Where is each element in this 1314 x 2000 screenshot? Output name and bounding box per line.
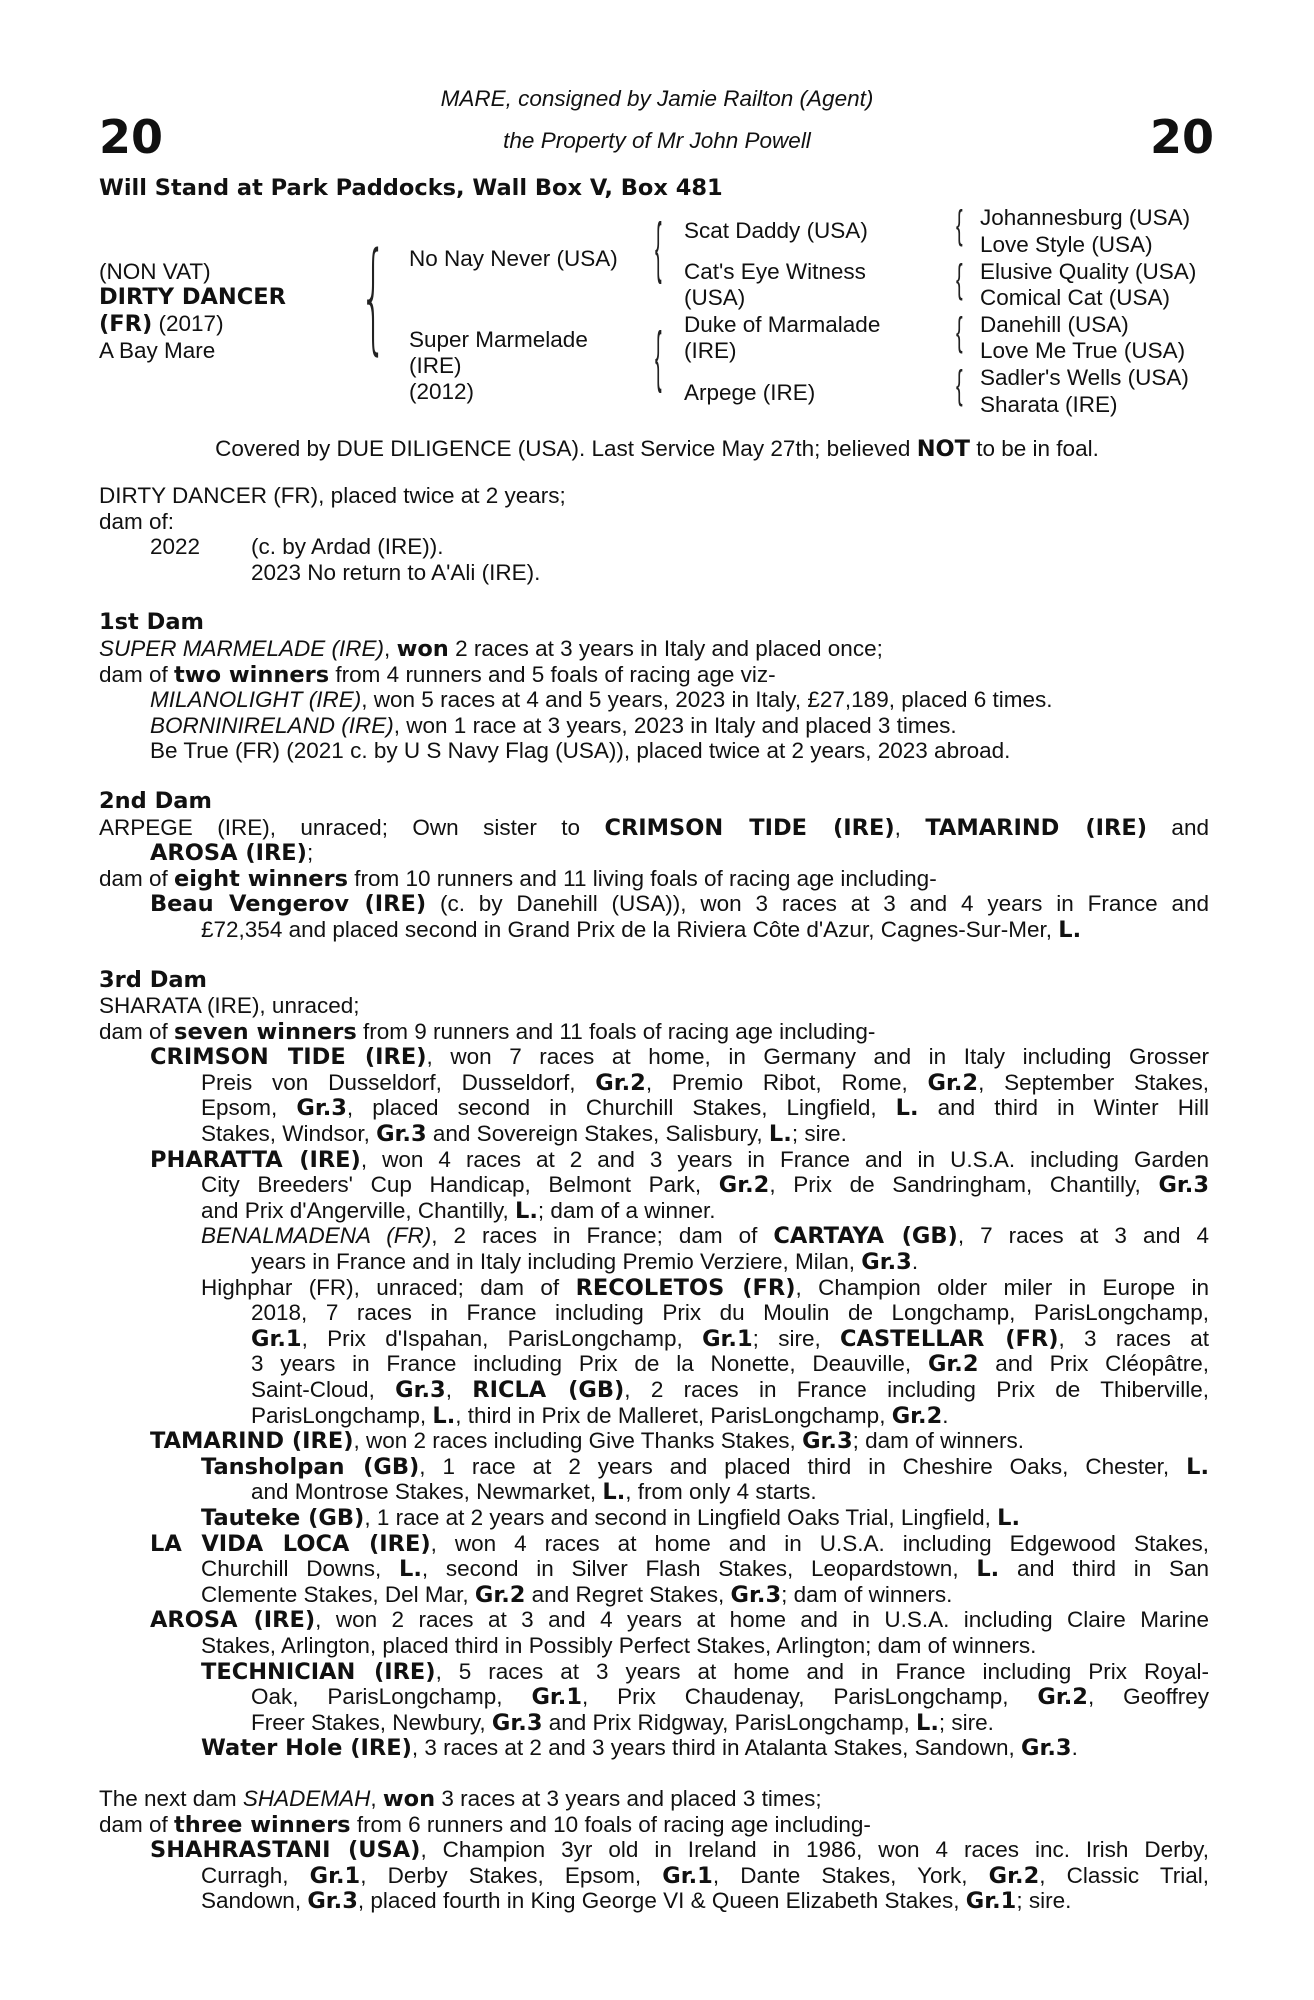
crimson-line4: Stakes, Windsor, Gr.3 and Sovereign Stakes, Salisbury, L.; sire. bbox=[201, 1121, 847, 1148]
pedigree-gs3-l2: (IRE) bbox=[684, 338, 737, 363]
pedigree-ggs1: Johannesburg (USA) bbox=[980, 205, 1191, 230]
pedigree-ggs5: Danehill (USA) bbox=[980, 312, 1129, 337]
shahrastani-line1: SHAHRASTANI (USA), Champion 3yr old in Ireland in 1986, won 4 races inc. Irish Derby, bbox=[150, 1837, 1209, 1864]
brace-ggs3: { bbox=[956, 310, 963, 354]
produce-line2: dam of: bbox=[99, 508, 175, 534]
technician-line1: TECHNICIAN (IRE), 5 races at 3 years at home and in France including Prix Royal- bbox=[201, 1658, 1209, 1685]
brace-sire: { bbox=[655, 210, 662, 286]
second-dam-line1: ARPEGE (IRE), unraced; Own sister to CRIMSON TIDE (IRE), TAMARIND (IRE) and bbox=[99, 814, 1209, 841]
consignor-line: MARE, consigned by Jamie Railton (Agent) bbox=[440, 86, 874, 111]
horse-description: A Bay Mare bbox=[99, 338, 216, 363]
tansholpan-line1: Tansholpan (GB), 1 race at 2 years and placed third in Cheshire Oaks, Chester, L. bbox=[201, 1453, 1209, 1480]
second-dam-line2: AROSA (IRE); bbox=[150, 840, 314, 867]
benalmadena-line1: BENALMADENA (FR), 2 races in France; dam of CARTAYA (GB), 7 races at 3 and 4 bbox=[201, 1223, 1210, 1250]
brace-gen1: { bbox=[360, 228, 387, 367]
lot-number-left: 20 bbox=[99, 110, 164, 164]
horse-name: DIRTY DANCER bbox=[99, 284, 286, 310]
highphar-line2: 2018, 7 races in France including Prix du Moulin de Longchamp, ParisLongchamp, bbox=[251, 1300, 1209, 1326]
crimson-line1: CRIMSON TIDE (IRE), won 7 races at home, in Germany and in Italy including Grosser bbox=[150, 1044, 1210, 1071]
crimson-line2: Preis von Dusseldorf, Dusseldorf, Gr.2, Premio Ribot, Rome, Gr.2, September Stakes, bbox=[201, 1069, 1210, 1096]
heading-1st-dam: 1st Dam bbox=[99, 609, 204, 636]
pedigree-gs2-l1: Cat's Eye Witness bbox=[684, 259, 866, 284]
stand-line: Will Stand at Park Paddocks, Wall Box V, Box 481 bbox=[99, 175, 723, 201]
technician-line3: Freer Stakes, Newbury, Gr.3 and Prix Ridgway, ParisLongchamp, L.; sire. bbox=[251, 1709, 994, 1736]
lavida-line3: Clemente Stakes, Del Mar, Gr.2 and Regret Stakes, Gr.3; dam of winners. bbox=[201, 1581, 953, 1608]
covered-line: Covered by DUE DILIGENCE (USA). Last Service May 27th; believed NOT to be in foal. bbox=[215, 436, 1099, 462]
lavida-line1: LA VIDA LOCA (IRE), won 4 races at home and in U.S.A. including Edgewood Stakes, bbox=[150, 1530, 1209, 1557]
pharatta-line2: City Breeders' Cup Handicap, Belmont Park, Gr.2, Prix de Sandringham, Chantilly, Gr.3 bbox=[201, 1172, 1209, 1199]
produce-entry2: 2023 No return to A'Ali (IRE). bbox=[251, 559, 541, 585]
pedigree-gs4: Arpege (IRE) bbox=[684, 380, 816, 405]
property-line: the Property of Mr John Powell bbox=[503, 128, 811, 153]
heading-2nd-dam: 2nd Dam bbox=[99, 787, 212, 814]
crimson-line3: Epsom, Gr.3, placed second in Churchill Stakes, Lingfield, L. and third in Winter Hill bbox=[201, 1095, 1209, 1122]
highphar-line1: Highphar (FR), unraced; dam of RECOLETOS (FR), Champion older miler in Europe in bbox=[201, 1274, 1209, 1301]
first-dam-line2: dam of two winners from 4 runners and 5 foals of racing age viz- bbox=[99, 661, 776, 688]
third-dam-line1: SHARATA (IRE), unraced; bbox=[99, 993, 360, 1019]
highphar-line4: 3 years in France including Prix de la Nonette, Deauville, Gr.2 and Prix Cléopâtre, bbox=[251, 1351, 1209, 1378]
next-dam-line1: The next dam SHADEMAH, won 3 races at 3 years and placed 3 times; bbox=[99, 1785, 822, 1812]
first-dam-produce1: MILANOLIGHT (IRE), won 5 races at 4 and 5 years, 2023 in Italy, £27,189, placed 6 times. bbox=[150, 687, 1053, 713]
pedigree-ggs7: Sadler's Wells (USA) bbox=[980, 365, 1189, 390]
first-dam-produce3: Be True (FR) (2021 c. by U S Navy Flag (USA)), placed twice at 2 years, 2023 abroad. bbox=[150, 738, 1011, 764]
vat-status: (NON VAT) bbox=[99, 259, 211, 284]
second-dam-line4: Beau Vengerov (IRE) (c. by Danehill (USA)), won 3 races at 3 and 4 years in France and bbox=[150, 891, 1209, 918]
shahrastani-line3: Sandown, Gr.3, placed fourth in King George VI & Queen Elizabeth Stakes, Gr.1; sire. bbox=[201, 1888, 1072, 1915]
second-dam-line3: dam of eight winners from 10 runners and 11 living foals of racing age including- bbox=[99, 865, 937, 892]
tansholpan-line2: and Montrose Stakes, Newmarket, L., from only 4 starts. bbox=[251, 1479, 817, 1506]
third-dam-line2: dam of seven winners from 9 runners and 11 foals of racing age including- bbox=[99, 1018, 876, 1045]
pharatta-line1: PHARATTA (IRE), won 4 races at 2 and 3 years in France and in U.S.A. including Garden bbox=[150, 1146, 1209, 1173]
pedigree-sire: No Nay Never (USA) bbox=[409, 246, 618, 271]
pedigree-gs3-l1: Duke of Marmalade bbox=[684, 312, 881, 337]
arosa-line2: Stakes, Arlington, placed third in Possibly Perfect Stakes, Arlington; dam of winners. bbox=[201, 1632, 1037, 1658]
tamarind-line: TAMARIND (IRE), won 2 races including Give Thanks Stakes, Gr.3; dam of winners. bbox=[150, 1428, 1024, 1455]
pedigree-gs1: Scat Daddy (USA) bbox=[684, 218, 868, 243]
pedigree-ggs6: Love Me True (USA) bbox=[980, 338, 1186, 363]
pedigree-ggs3: Elusive Quality (USA) bbox=[980, 259, 1197, 284]
highphar-line5: Saint-Cloud, Gr.3, RICLA (GB), 2 races in France including Prix de Thiberville, bbox=[251, 1377, 1209, 1403]
produce-line1: DIRTY DANCER (FR), placed twice at 2 years; bbox=[99, 483, 566, 508]
pedigree-dam-line2: (IRE) bbox=[409, 353, 462, 378]
first-dam-produce2: BORNINIRELAND (IRE), won 1 race at 3 years, 2023 in Italy and placed 3 times. bbox=[150, 712, 957, 738]
brace-dam: { bbox=[655, 319, 662, 395]
highphar-line6: ParisLongchamp, L., third in Prix de Malleret, ParisLongchamp, Gr.2. bbox=[251, 1402, 949, 1429]
first-dam-line1: SUPER MARMELADE (IRE), won 2 races at 3 years in Italy and placed once; bbox=[99, 635, 883, 662]
technician-line2: Oak, ParisLongchamp, Gr.1, Prix Chaudenay, ParisLongchamp, Gr.2, Geoffrey bbox=[251, 1684, 1210, 1711]
catalogue-body bbox=[99, 483, 1209, 1914]
heading-3rd-dam: 3rd Dam bbox=[99, 966, 207, 993]
highphar-line3: Gr.1, Prix d'Ispahan, ParisLongchamp, Gr.1; sire, CASTELLAR (FR), 3 races at bbox=[251, 1325, 1209, 1352]
pedigree-dam-line1: Super Marmelade bbox=[409, 327, 588, 352]
pedigree-gs2-l2: (USA) bbox=[684, 285, 746, 310]
horse-origin-year: (FR) (2017) bbox=[99, 311, 224, 337]
pharatta-line3: and Prix d'Angerville, Chantilly, L.; dam of a winner. bbox=[201, 1197, 716, 1224]
next-dam-line2: dam of three winners from 6 runners and 10 foals of racing age including- bbox=[99, 1811, 871, 1838]
brace-ggs1: { bbox=[956, 203, 963, 247]
tauteke-line: Tauteke (GB), 1 race at 2 years and second in Lingfield Oaks Trial, Lingfield, L. bbox=[201, 1504, 1021, 1531]
produce-entry: 2022 (c. by Ardad (IRE)). bbox=[150, 534, 444, 560]
benalmadena-line2: years in France and in Italy including Premio Verziere, Milan, Gr.3. bbox=[251, 1249, 919, 1276]
pedigree-dam-line3: (2012) bbox=[409, 379, 475, 404]
shahrastani-line2: Curragh, Gr.1, Derby Stakes, Epsom, Gr.1, Dante Stakes, York, Gr.2, Classic Trial, bbox=[201, 1862, 1209, 1889]
lot-number-right: 20 bbox=[1150, 110, 1215, 164]
brace-ggs4: { bbox=[956, 363, 963, 407]
second-dam-line5: £72,354 and placed second in Grand Prix de la Riviera Côte d'Azur, Cagnes-Sur-Mer, L. bbox=[201, 916, 1082, 943]
lavida-line2: Churchill Downs, L., second in Silver Flash Stakes, Leopardstown, L. and third in San bbox=[201, 1556, 1209, 1583]
pedigree-ggs8: Sharata (IRE) bbox=[980, 392, 1118, 417]
brace-ggs2: { bbox=[956, 257, 963, 301]
arosa-line1: AROSA (IRE), won 2 races at 3 and 4 years at home and in U.S.A. including Claire Marine bbox=[150, 1607, 1209, 1634]
pedigree-ggs4: Comical Cat (USA) bbox=[980, 285, 1171, 310]
waterhole-line: Water Hole (IRE), 3 races at 2 and 3 years third in Atalanta Stakes, Sandown, Gr.3. bbox=[201, 1735, 1078, 1762]
pedigree-ggs2: Love Style (USA) bbox=[980, 232, 1153, 257]
